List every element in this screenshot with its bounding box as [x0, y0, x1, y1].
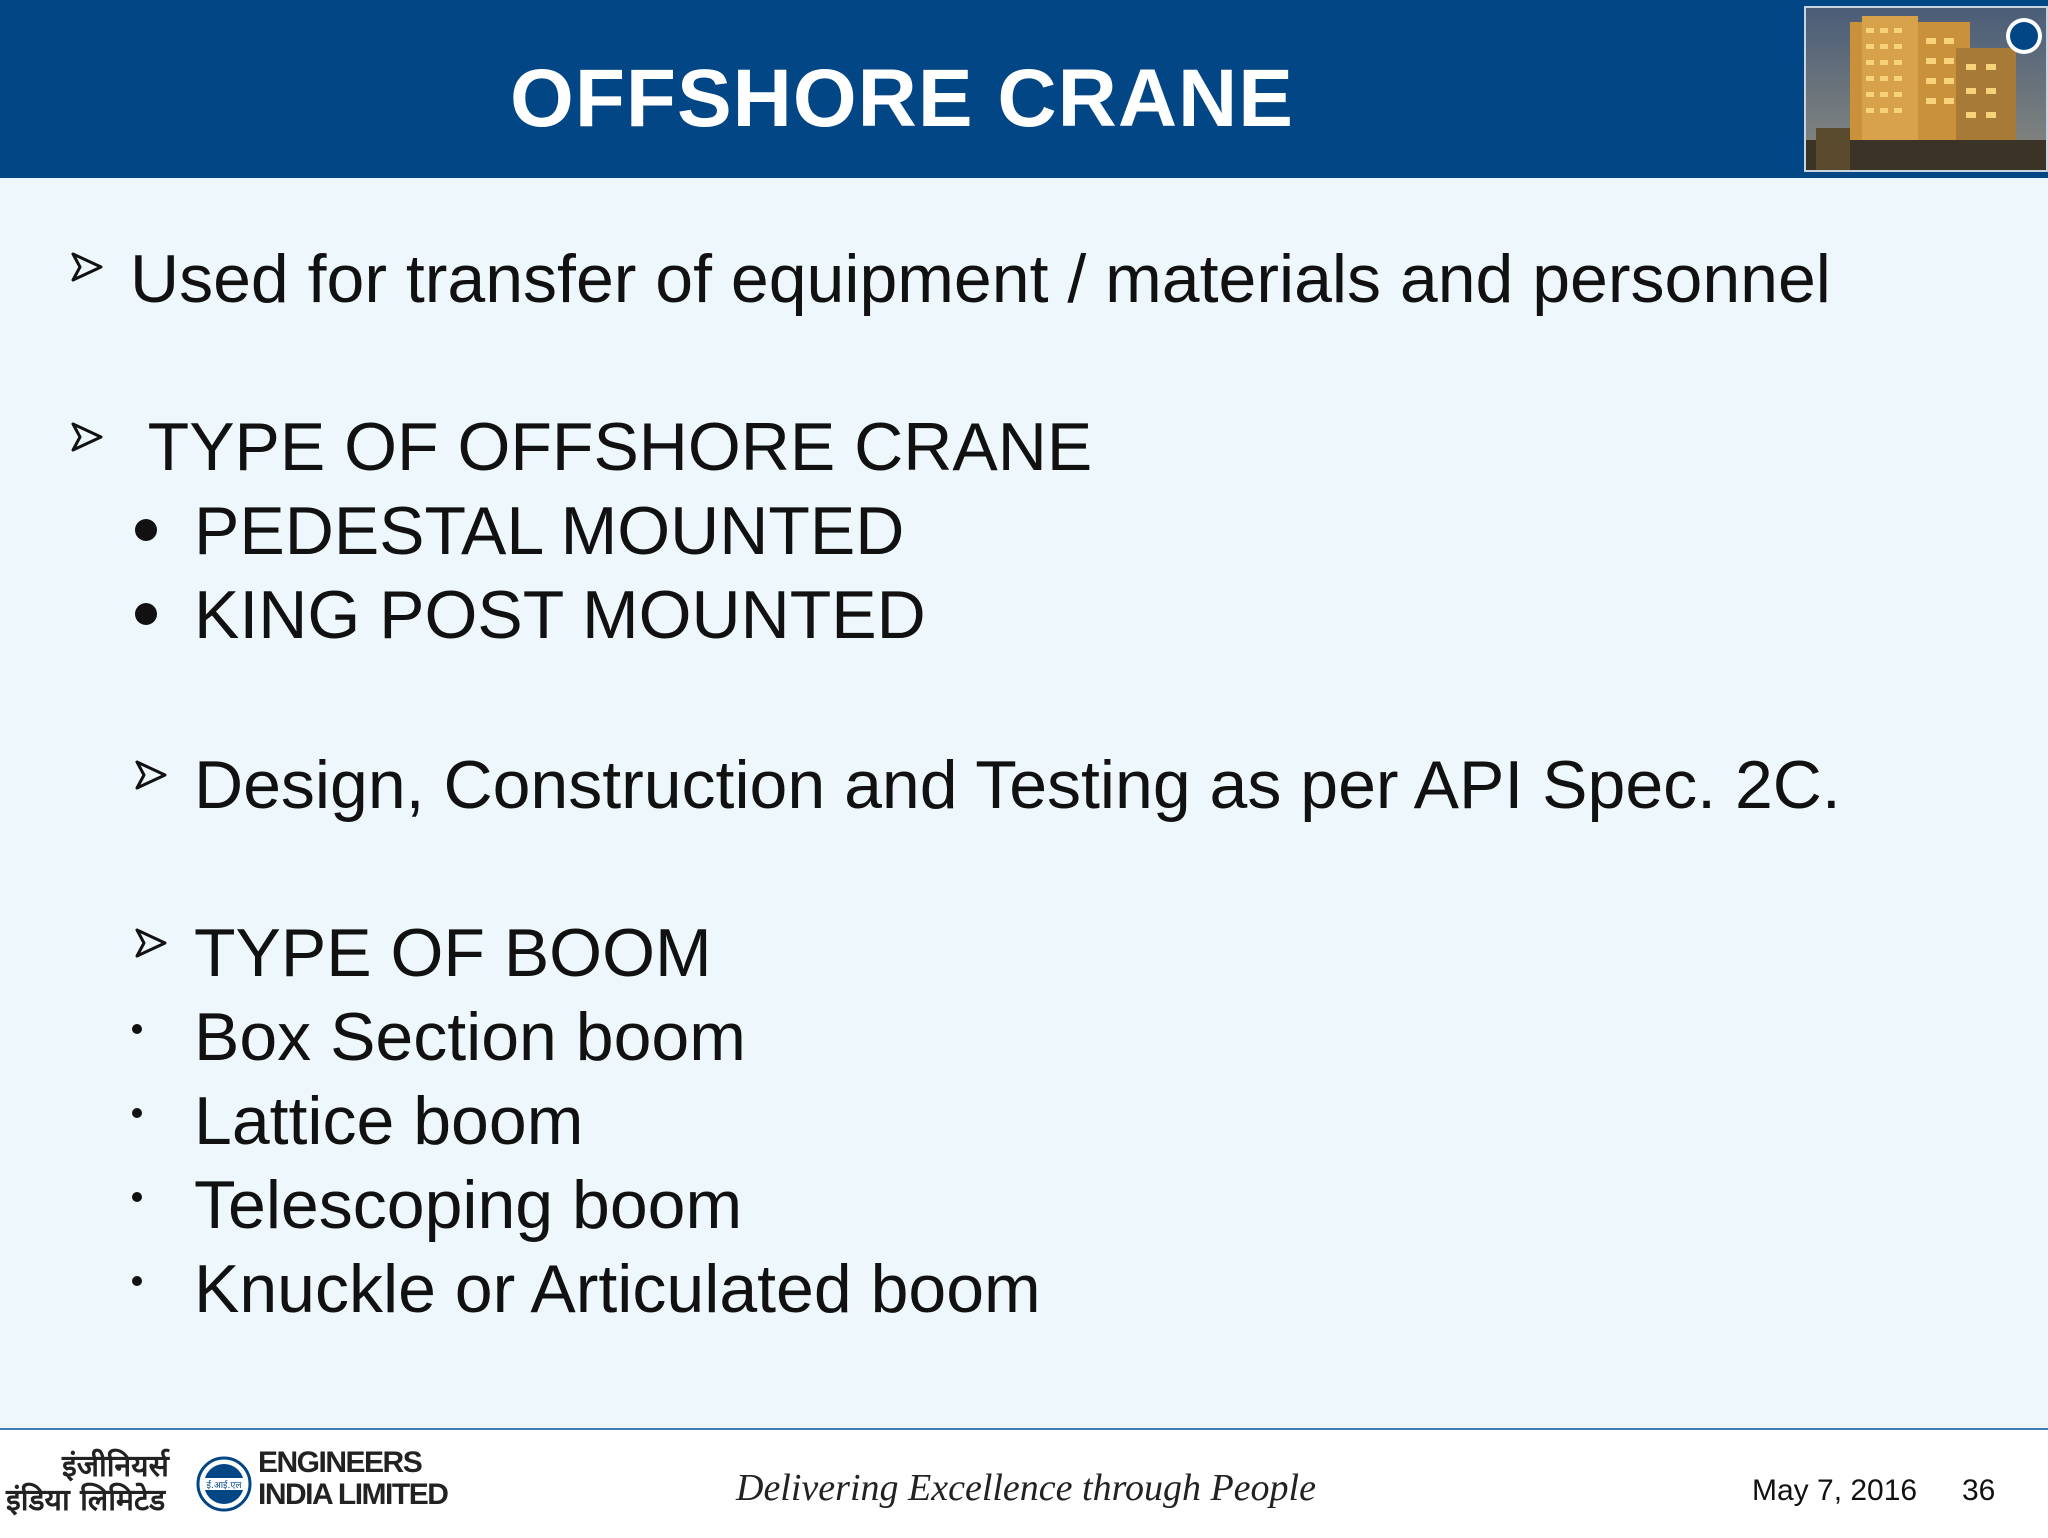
company-logo	[6, 1448, 446, 1528]
bullet-text: TYPE OF BOOM	[194, 915, 712, 991]
logo-english-line2: INDIA LIMITED	[258, 1478, 448, 1511]
list-item: Telescoping boom	[194, 1167, 743, 1243]
logo-english-line1: ENGINEERS	[258, 1446, 422, 1479]
bullet-text: Used for transfer of equipment / materials and personnel	[130, 241, 1831, 317]
bullet-text: Design, Construction and Testing as per API Spec. 2C.	[194, 747, 1841, 823]
emblem-text: ई.आई.एल	[206, 1481, 242, 1491]
list-item: Box Section boom	[194, 999, 746, 1075]
logo-hindi-line2: इंडिया लिमिटेड	[6, 1483, 166, 1518]
title-bar	[0, 0, 2048, 178]
building-photo	[1804, 6, 2048, 172]
slide-body	[0, 178, 2048, 1428]
bullet-dot-icon	[132, 1024, 142, 1034]
arrow-bullet-icon	[134, 758, 168, 792]
list-item: Knuckle or Articulated boom	[194, 1251, 1041, 1327]
arrow-bullet-icon	[70, 250, 104, 284]
bullet-dot-icon	[135, 603, 157, 625]
slide-title: OFFSHORE CRANE	[510, 53, 1294, 144]
list-item: Lattice boom	[194, 1083, 584, 1159]
list-item: KING POST MOUNTED	[194, 577, 926, 653]
bullet-dot-icon	[135, 519, 157, 541]
bullet-text: TYPE OF OFFSHORE CRANE	[130, 409, 1093, 485]
building-image	[1806, 8, 2046, 170]
tagline: Delivering Excellence through People	[736, 1467, 1316, 1509]
logo-hindi-line1: इंजीनियर्स	[62, 1449, 169, 1484]
page-number: 36	[1962, 1474, 1996, 1507]
footer	[0, 1428, 2048, 1538]
list-item: PEDESTAL MOUNTED	[194, 493, 905, 569]
bullet-dot-icon	[132, 1192, 142, 1202]
emblem-icon	[196, 1456, 252, 1512]
slide-date: May 7, 2016	[1752, 1474, 1918, 1507]
bullet-dot-icon	[132, 1108, 142, 1118]
arrow-bullet-icon	[134, 926, 168, 960]
arrow-bullet-icon	[70, 420, 104, 454]
bullet-dot-icon	[132, 1276, 142, 1286]
